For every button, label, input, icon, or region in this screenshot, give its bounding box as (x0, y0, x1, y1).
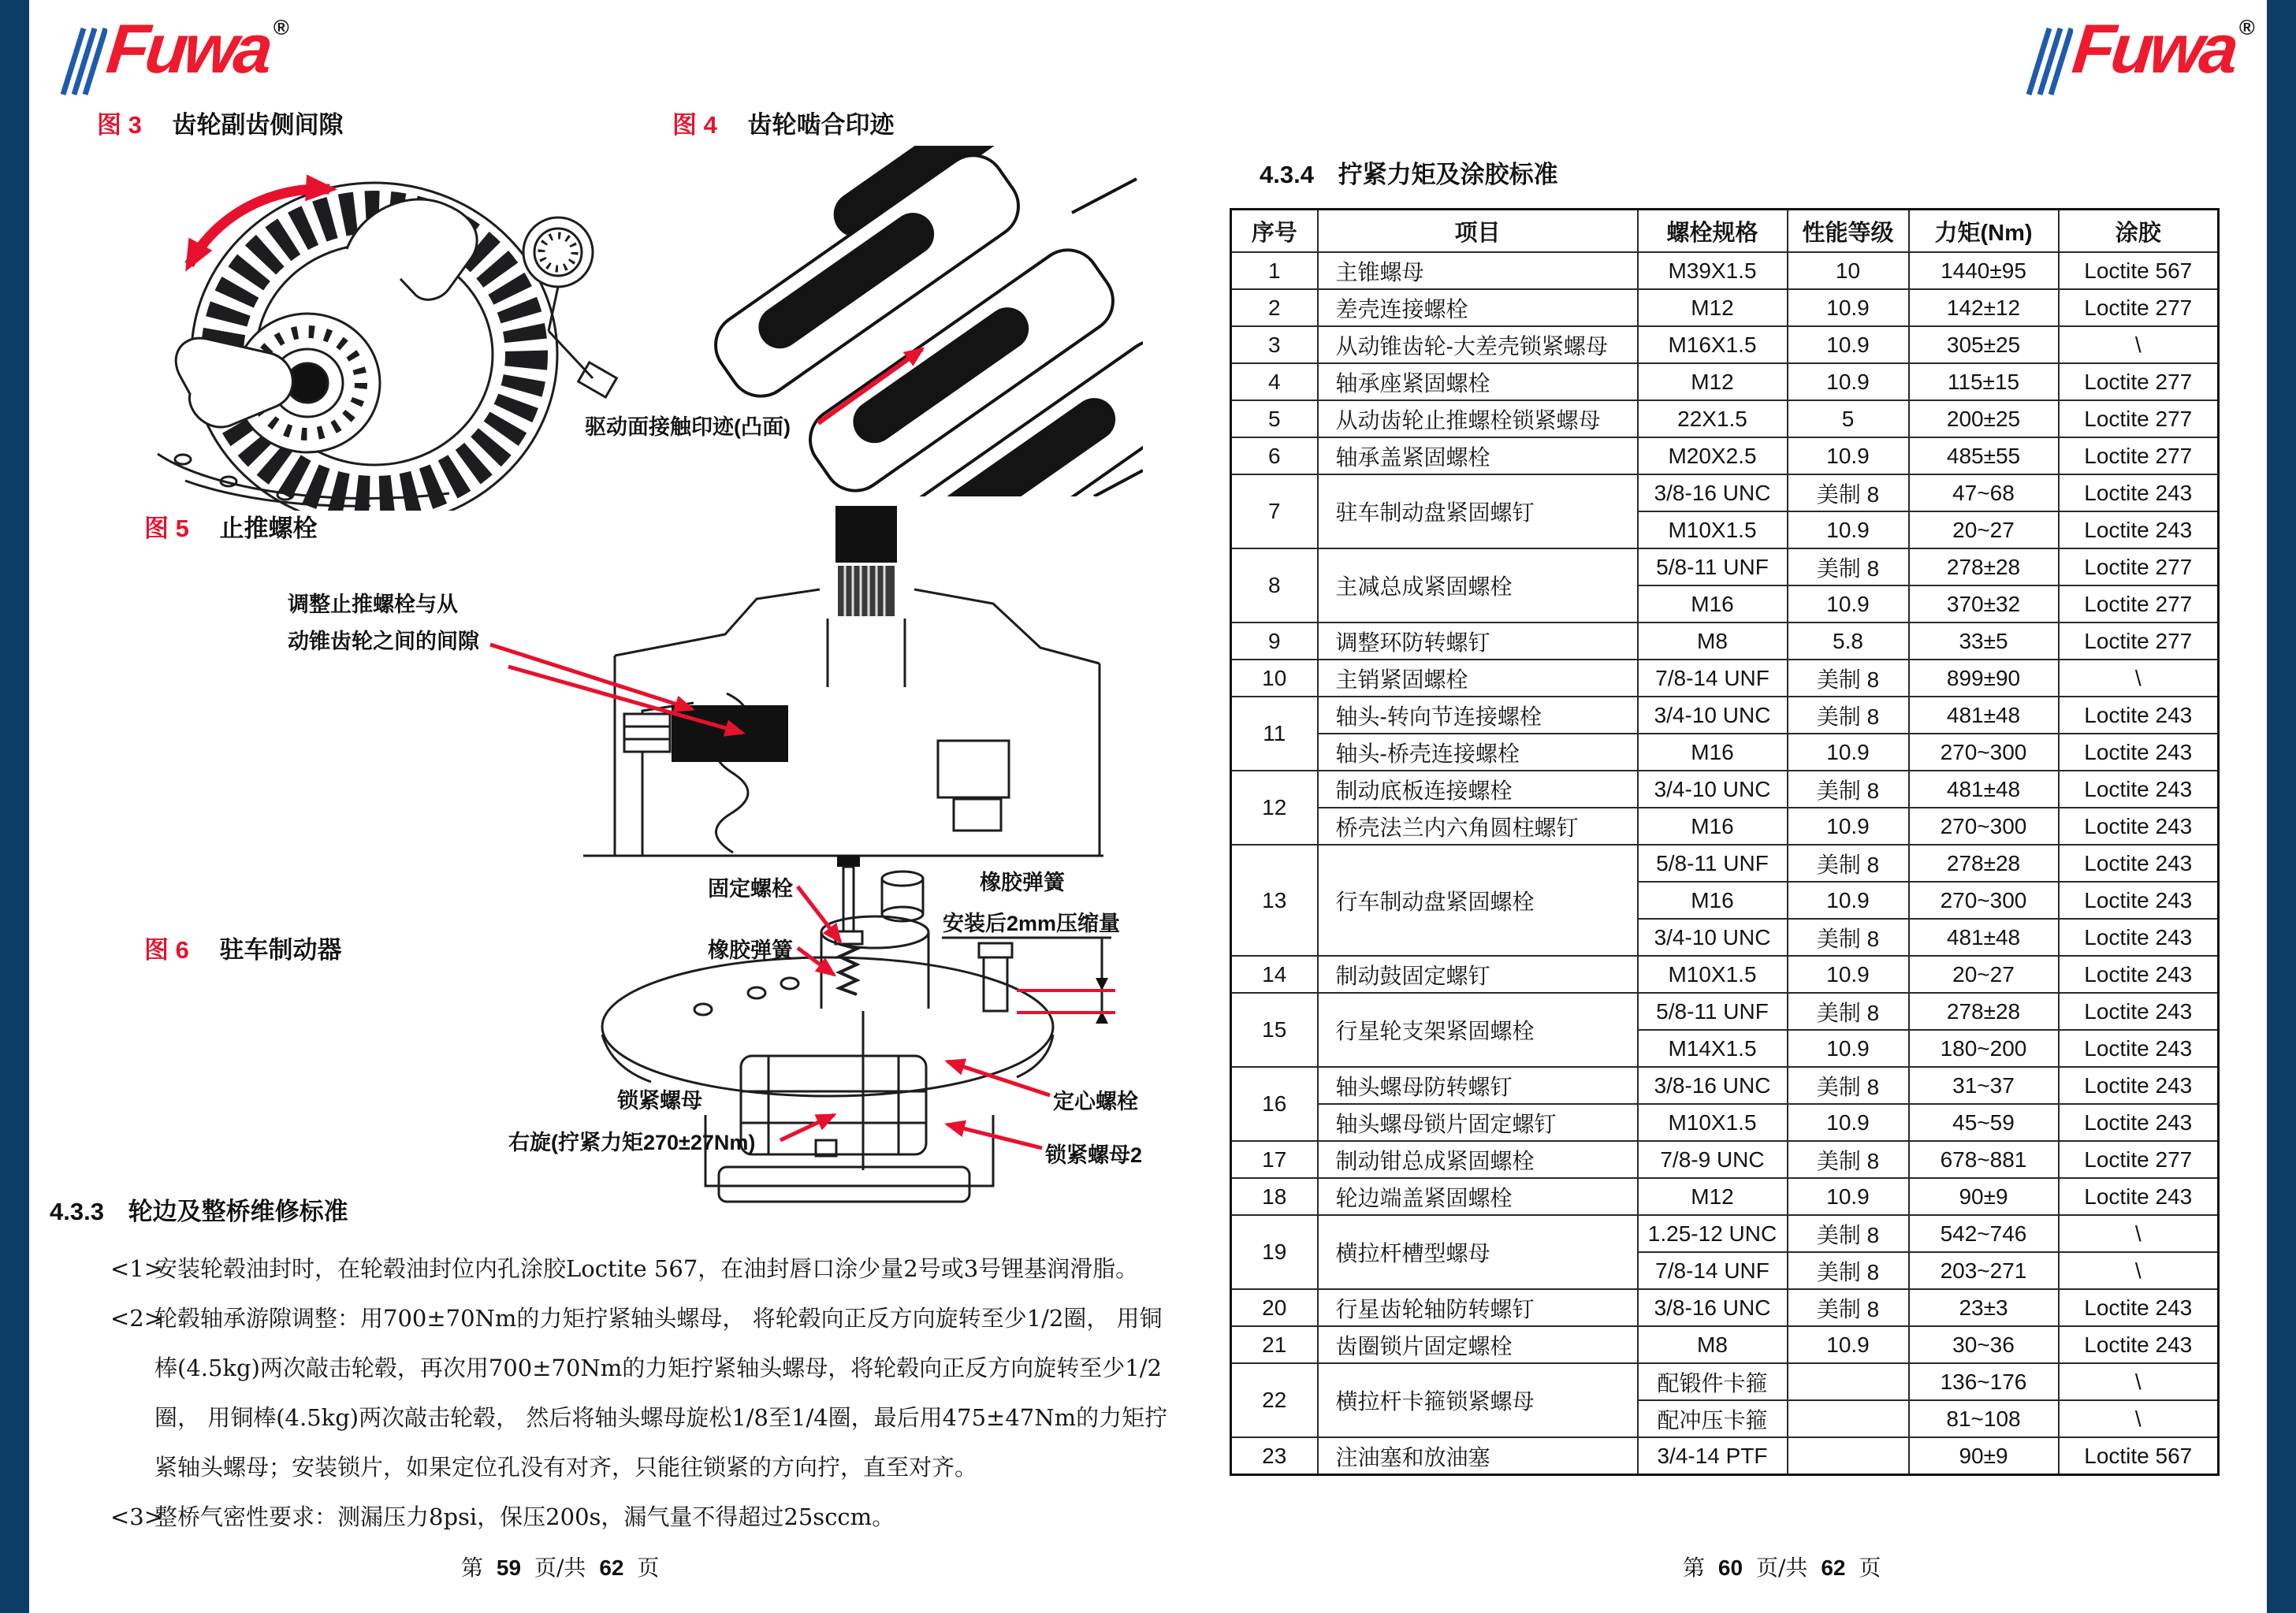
cell-glue: \ (2059, 1215, 2219, 1252)
cell-glue: \ (2059, 660, 2219, 697)
figure3-label (97, 105, 343, 140)
figure3-number: 图 3 (97, 111, 142, 139)
section-434-heading (1260, 154, 1558, 190)
table-row (1231, 252, 2219, 289)
cell-item: 差壳连接螺栓 (1318, 289, 1638, 326)
cell-item: 主锥螺母 (1318, 252, 1638, 289)
cell-torque: 81~108 (1909, 1400, 2059, 1437)
cell-torque: 136~176 (1909, 1363, 2059, 1400)
cell-item: 驻车制动盘紧固螺钉 (1318, 474, 1638, 548)
cell-spec: M8 (1638, 623, 1788, 660)
header-item: 项目 (1318, 210, 1638, 253)
logo-slashes-icon (2022, 24, 2073, 99)
cell-spec: M10X1.5 (1638, 1104, 1788, 1141)
table-row (1231, 1215, 2219, 1252)
cell-item: 轴头-桥壳连接螺栓 (1318, 734, 1638, 771)
cell-spec: 5/8-11 UNF (1638, 993, 1788, 1030)
table-row (1231, 1104, 2219, 1141)
cell-spec: 1.25-12 UNC (1638, 1215, 1788, 1252)
table-row (1231, 734, 2219, 771)
cell-glue: Loctite 277 (2059, 363, 2219, 400)
cell-spec: 7/8-9 UNC (1638, 1141, 1788, 1178)
cell-torque: 278±28 (1909, 993, 2059, 1030)
cell-no: 20 (1231, 1289, 1318, 1326)
figure4-number: 图 4 (672, 111, 717, 139)
figure6-annotation-right-turn: 右旋(拧紧力矩270±27Nm) (508, 1131, 756, 1154)
cell-torque: 31~37 (1909, 1067, 2059, 1104)
figure5-caption: 止推螺栓 (219, 515, 318, 542)
footer-prefix: 第 (461, 1555, 484, 1581)
table-row (1231, 1141, 2219, 1178)
paragraph (110, 1301, 1168, 1500)
cell-glue: Loctite 277 (2059, 585, 2219, 623)
cell-no: 16 (1231, 1067, 1318, 1141)
footer-suffix: 页 (637, 1555, 660, 1581)
cell-torque: 678~881 (1909, 1141, 2059, 1178)
cell-grade: 美制 8 (1788, 771, 1909, 808)
cell-torque: 90±9 (1909, 1178, 2059, 1215)
cell-grade: 美制 8 (1788, 548, 1909, 585)
cell-glue: Loctite 277 (2059, 623, 2219, 660)
cell-glue: Loctite 277 (2059, 400, 2219, 437)
cell-torque: 278±28 (1909, 845, 2059, 882)
cell-torque: 142±12 (1909, 289, 2059, 326)
paragraph-marker: <2> (110, 1305, 164, 1332)
cell-torque: 33±5 (1909, 623, 2059, 660)
cell-no: 13 (1231, 845, 1318, 956)
cell-no: 4 (1231, 363, 1318, 400)
paragraph-line: 圈， 用铜棒(4.5kg)两次敲击轮毂， 然后将轴头螺母旋松1/8至1/4圈，最后用475±47Nm的力矩拧 (154, 1404, 1168, 1431)
table-row (1231, 289, 2219, 326)
table-row (1231, 660, 2219, 697)
cell-grade (1788, 1363, 1909, 1400)
cell-grade: 10.9 (1788, 1178, 1909, 1215)
cell-torque: 899±90 (1909, 660, 2059, 697)
cell-no: 22 (1231, 1363, 1318, 1437)
registered-mark: ® (2238, 16, 2255, 39)
cell-spec: 3/4-14 PTF (1638, 1437, 1788, 1475)
cell-spec: M12 (1638, 363, 1788, 400)
cell-spec: M16X1.5 (1638, 326, 1788, 363)
cell-torque: 90±9 (1909, 1437, 2059, 1475)
cell-torque: 180~200 (1909, 1030, 2059, 1067)
figure6-number: 图 6 (144, 936, 189, 964)
cell-spec: M12 (1638, 289, 1788, 326)
figure6-annotation-centering-bolt: 定心螺栓 (1053, 1090, 1138, 1113)
cell-torque: 270~300 (1909, 734, 2059, 771)
cell-no: 8 (1231, 548, 1318, 623)
cell-spec: M16 (1638, 808, 1788, 845)
section-433-heading (50, 1191, 348, 1227)
figure6-annotation-fixing-bolt: 固定螺栓 (708, 877, 793, 901)
section-434-title: 拧紧力矩及涂胶标准 (1338, 161, 1558, 188)
footer-total-pages: 62 (599, 1555, 624, 1580)
cell-grade (1788, 1400, 1909, 1437)
cell-glue: \ (2059, 326, 2219, 363)
cell-grade: 10.9 (1788, 1104, 1909, 1141)
registered-mark: ® (273, 16, 289, 39)
table-row (1231, 1326, 2219, 1363)
cell-item: 从动锥齿轮-大差壳锁紧螺母 (1318, 326, 1638, 363)
cell-spec: 3/4-10 UNC (1638, 697, 1788, 734)
footer-mid: 页/共 (1755, 1555, 1808, 1581)
table-row (1231, 1437, 2219, 1475)
cell-spec: M10X1.5 (1638, 511, 1788, 548)
cell-grade: 10.9 (1788, 585, 1909, 623)
cell-item: 轴头螺母锁片固定螺钉 (1318, 1104, 1638, 1141)
figure5-thrust-bolt-image (284, 504, 1119, 859)
figure5-pointer-arrow-icon (490, 645, 692, 709)
paragraph-text: 安装轮毂油封时，在轮毂油封位内孔涂胶Loctite 567，在油封唇口涂少量2号或3号锂基润滑脂。 (154, 1255, 1139, 1282)
cell-glue: Loctite 243 (2059, 697, 2219, 734)
cell-no: 14 (1231, 956, 1318, 993)
cell-no: 15 (1231, 993, 1318, 1067)
cell-item: 轴头螺母防转螺钉 (1318, 1067, 1638, 1104)
cell-spec: 3/4-10 UNC (1638, 771, 1788, 808)
table-row (1231, 437, 2219, 474)
cell-spec: 3/8-16 UNC (1638, 1289, 1788, 1326)
figure6-annotation-rubber-spring-right: 橡胶弹簧 (980, 871, 1065, 894)
cell-spec: M20X2.5 (1638, 437, 1788, 474)
torque-table (1230, 208, 2217, 1476)
cell-no: 9 (1231, 623, 1318, 660)
cell-item: 主销紧固螺栓 (1318, 660, 1638, 697)
cell-item: 主减总成紧固螺栓 (1318, 548, 1638, 623)
cell-grade: 10.9 (1788, 437, 1909, 474)
cell-spec: 5/8-11 UNF (1638, 548, 1788, 585)
header-grade: 性能等级 (1788, 210, 1909, 253)
fuwa-logo (57, 9, 289, 99)
cell-glue: \ (2059, 1252, 2219, 1289)
cell-grade: 美制 8 (1788, 993, 1909, 1030)
cell-spec: 3/4-10 UNC (1638, 919, 1788, 956)
header-glue: 涂胶 (2059, 210, 2219, 253)
cell-no: 7 (1231, 474, 1318, 548)
cell-grade: 美制 8 (1788, 1215, 1909, 1252)
cell-item: 轴承盖紧固螺栓 (1318, 437, 1638, 474)
table-row (1231, 1067, 2219, 1104)
cell-item: 制动底板连接螺栓 (1318, 771, 1638, 808)
cell-torque: 481±48 (1909, 919, 2059, 956)
cell-no: 19 (1231, 1215, 1318, 1289)
cell-glue: Loctite 243 (2059, 511, 2219, 548)
table-row (1231, 808, 2219, 845)
cell-glue: Loctite 243 (2059, 771, 2219, 808)
cell-glue: Loctite 243 (2059, 1178, 2219, 1215)
table-row (1231, 326, 2219, 363)
cell-item: 制动鼓固定螺钉 (1318, 956, 1638, 993)
table-row (1231, 1178, 2219, 1215)
paragraph-line (110, 1500, 1135, 1549)
page-footer-left (461, 1551, 659, 1582)
cell-glue: Loctite 277 (2059, 548, 2219, 585)
cell-grade: 美制 8 (1788, 660, 1909, 697)
paragraph-line (110, 1301, 1163, 1351)
footer-suffix: 页 (1859, 1555, 1881, 1581)
cell-item: 行星齿轮轴防转螺钉 (1318, 1289, 1638, 1326)
cell-glue: Loctite 243 (2059, 993, 2219, 1030)
table-row (1231, 1363, 2219, 1400)
cell-torque: 47~68 (1909, 474, 2059, 511)
cell-glue: \ (2059, 1400, 2219, 1437)
figure5-number: 图 5 (144, 515, 189, 542)
cell-grade: 美制 8 (1788, 697, 1909, 734)
cell-grade: 10.9 (1788, 289, 1909, 326)
table-row (1231, 400, 2219, 437)
table-row (1231, 845, 2219, 882)
figure6-caption: 驻车制动器 (219, 936, 342, 964)
cell-glue: Loctite 277 (2059, 437, 2219, 474)
cell-torque: 200±25 (1909, 400, 2059, 437)
cell-glue: Loctite 243 (2059, 882, 2219, 919)
cell-glue: Loctite 243 (2059, 1067, 2219, 1104)
paragraph-line: 棒(4.5kg)两次敲击轮毂，再次用700±70Nm的力矩拧紧轴头螺母，将轮毂向正反方向旋转至少1/2 (154, 1355, 1162, 1381)
cell-spec: 3/8-16 UNC (1638, 1067, 1788, 1104)
cell-glue: Loctite 277 (2059, 289, 2219, 326)
paragraph-marker: <1> (110, 1255, 164, 1282)
cell-item: 轴承座紧固螺栓 (1318, 363, 1638, 400)
section-433-title: 轮边及整桥维修标准 (128, 1198, 348, 1225)
figure4-contact-pattern-image (583, 146, 1143, 496)
table-row (1231, 771, 2219, 808)
cell-torque: 45~59 (1909, 1104, 2059, 1141)
table-row (1231, 993, 2219, 1030)
cell-spec: M16 (1638, 882, 1788, 919)
cell-no: 1 (1231, 252, 1318, 289)
cell-grade: 美制 8 (1788, 1289, 1909, 1326)
cell-spec: 22X1.5 (1638, 400, 1788, 437)
cell-grade: 美制 8 (1788, 919, 1909, 956)
cell-no: 17 (1231, 1141, 1318, 1178)
cell-grade: 5 (1788, 400, 1909, 437)
cell-grade: 10.9 (1788, 882, 1909, 919)
cell-no: 6 (1231, 437, 1318, 474)
table-row (1231, 956, 2219, 993)
cell-item: 横拉杆卡箍锁紧螺母 (1318, 1363, 1638, 1437)
figure4-label (672, 105, 894, 140)
cell-no: 11 (1231, 697, 1318, 771)
paragraph-line (110, 1251, 1139, 1301)
cell-glue: Loctite 243 (2059, 956, 2219, 993)
cell-spec: 7/8-14 UNF (1638, 1252, 1788, 1289)
cell-torque: 485±55 (1909, 437, 2059, 474)
cell-grade (1788, 1437, 1909, 1475)
cell-glue: Loctite 243 (2059, 1030, 2219, 1067)
cell-spec: 配冲压卡箍 (1638, 1400, 1788, 1437)
cell-torque: 481±48 (1909, 697, 2059, 734)
page-footer-right (1683, 1551, 1881, 1582)
cell-no: 12 (1231, 771, 1318, 845)
cell-no: 2 (1231, 289, 1318, 326)
cell-glue: Loctite 243 (2059, 808, 2219, 845)
cell-torque: 1440±95 (1909, 252, 2059, 289)
cell-item: 行星轮支架紧固螺栓 (1318, 993, 1638, 1067)
section-433-number: 4.3.3 (50, 1198, 104, 1225)
cell-glue: Loctite 243 (2059, 845, 2219, 882)
figure4-caption: 齿轮啮合印迹 (747, 111, 895, 139)
cell-grade: 美制 8 (1788, 845, 1909, 882)
cell-item: 制动钳总成紧固螺栓 (1318, 1141, 1638, 1178)
cell-spec: 5/8-11 UNF (1638, 845, 1788, 882)
cell-torque: 278±28 (1909, 548, 2059, 585)
figure6-pointer-arrow-icon (798, 948, 834, 975)
table-row (1231, 1289, 2219, 1326)
footer-prefix: 第 (1683, 1555, 1706, 1581)
cell-item: 齿圈锁片固定螺栓 (1318, 1326, 1638, 1363)
cell-no: 18 (1231, 1178, 1318, 1215)
cell-spec: M8 (1638, 1326, 1788, 1363)
cell-torque: 30~36 (1909, 1326, 2059, 1363)
table-row (1231, 474, 2219, 511)
paragraph (110, 1251, 1139, 1301)
cell-torque: 370±32 (1909, 585, 2059, 623)
table-header-row (1231, 210, 2219, 253)
figure3-gear-backlash-image (110, 140, 623, 511)
left-navy-bar (0, 0, 29, 1613)
section-434-number: 4.3.4 (1260, 161, 1314, 188)
table-row (1231, 623, 2219, 660)
cell-grade: 10.9 (1788, 363, 1909, 400)
cell-torque: 270~300 (1909, 882, 2059, 919)
logo-text: Fuwa (102, 9, 274, 87)
cell-no: 10 (1231, 660, 1318, 697)
figure6-annotation-lock-nut2: 锁紧螺母2 (1045, 1143, 1143, 1167)
cell-grade: 10.9 (1788, 326, 1909, 363)
cell-grade: 美制 8 (1788, 1252, 1909, 1289)
figure4-annotation: 驱动面接触印迹(凸面) (585, 415, 791, 439)
figure6-pointer-arrow-icon (947, 1124, 1042, 1148)
fuwa-logo (2022, 9, 2255, 99)
cell-torque: 270~300 (1909, 808, 2059, 845)
cell-torque: 481±48 (1909, 771, 2059, 808)
figure6-annotation-lock-nut: 锁紧螺母 (617, 1089, 702, 1113)
cell-grade: 5.8 (1788, 623, 1909, 660)
right-navy-bar (2267, 0, 2296, 1613)
cell-item: 横拉杆槽型螺母 (1318, 1215, 1638, 1289)
cell-spec: M10X1.5 (1638, 956, 1788, 993)
header-no: 序号 (1231, 210, 1318, 253)
paragraph (110, 1500, 1135, 1549)
cell-item: 行车制动盘紧固螺栓 (1318, 845, 1638, 956)
cell-grade: 10.9 (1788, 734, 1909, 771)
cell-spec: M16 (1638, 585, 1788, 623)
logo-text: Fuwa (2068, 9, 2239, 87)
cell-torque: 115±15 (1909, 363, 2059, 400)
cell-no: 23 (1231, 1437, 1318, 1475)
cell-item: 从动齿轮止推螺栓锁紧螺母 (1318, 400, 1638, 437)
header-spec: 螺栓规格 (1638, 210, 1788, 253)
cell-grade: 美制 8 (1788, 1067, 1909, 1104)
cell-no: 3 (1231, 326, 1318, 363)
figure6-pointer-arrow-icon (798, 886, 840, 942)
cell-torque: 542~746 (1909, 1215, 2059, 1252)
cell-grade: 10.9 (1788, 956, 1909, 993)
header-torque: 力矩(Nm) (1909, 210, 2059, 253)
cell-no: 5 (1231, 400, 1318, 437)
cell-torque: 20~27 (1909, 956, 2059, 993)
cell-grade: 10.9 (1788, 1030, 1909, 1067)
cell-torque: 23±3 (1909, 1289, 2059, 1326)
cell-grade: 美制 8 (1788, 474, 1909, 511)
figure5-annotation-line2: 动锥齿轮之间的间隙 (288, 630, 479, 653)
paragraph-line: 紧轴头螺母；安装锁片，如果定位孔没有对齐，只能往锁紧的方向拧，直至对齐。 (154, 1454, 978, 1481)
figure6-pointer-arrow-icon (780, 1115, 834, 1140)
cell-glue: \ (2059, 1363, 2219, 1400)
cell-grade: 10 (1788, 252, 1909, 289)
figure6-annotation-rubber-spring-left: 橡胶弹簧 (708, 938, 793, 962)
cell-spec: M12 (1638, 1178, 1788, 1215)
cell-grade: 10.9 (1788, 808, 1909, 845)
cell-glue: Loctite 277 (2059, 1141, 2219, 1178)
cell-no: 21 (1231, 1326, 1318, 1363)
table-row (1231, 363, 2219, 400)
cell-grade: 美制 8 (1788, 1141, 1909, 1178)
cell-torque: 305±25 (1909, 326, 2059, 363)
cell-item: 桥壳法兰内六角圆柱螺钉 (1318, 808, 1638, 845)
cell-spec: 配锻件卡箍 (1638, 1363, 1788, 1400)
figure3-caption: 齿轮副齿侧间隙 (172, 111, 344, 139)
cell-spec: M16 (1638, 734, 1788, 771)
footer-page-number: 59 (496, 1555, 522, 1580)
cell-item: 调整环防转螺钉 (1318, 623, 1638, 660)
cell-glue: Loctite 567 (2059, 1437, 2219, 1475)
cell-torque: 203~271 (1909, 1252, 2059, 1289)
cell-glue: Loctite 243 (2059, 1326, 2219, 1363)
cell-glue: Loctite 243 (2059, 1289, 2219, 1326)
cell-item: 轴头-转向节连接螺栓 (1318, 697, 1638, 734)
cell-spec: M14X1.5 (1638, 1030, 1788, 1067)
figure6-label (144, 930, 341, 965)
cell-glue: Loctite 243 (2059, 1104, 2219, 1141)
footer-total-pages: 62 (1821, 1555, 1846, 1580)
paragraph-text: 整桥气密性要求：测漏压力8psi，保压200s，漏气量不得超过25sccm。 (154, 1503, 895, 1530)
cell-glue: Loctite 243 (2059, 734, 2219, 771)
cell-spec: M39X1.5 (1638, 252, 1788, 289)
logo-slashes-icon (57, 24, 107, 99)
cell-torque: 20~27 (1909, 511, 2059, 548)
cell-glue: Loctite 243 (2059, 474, 2219, 511)
footer-mid: 页/共 (534, 1555, 586, 1581)
cell-spec: 7/8-14 UNF (1638, 660, 1788, 697)
table-row (1231, 697, 2219, 734)
cell-item: 注油塞和放油塞 (1318, 1437, 1638, 1475)
table-row (1231, 548, 2219, 585)
figure5-annotation-line1: 调整止推螺栓与从 (288, 593, 458, 616)
cell-grade: 10.9 (1788, 511, 1909, 548)
cell-spec: 3/8-16 UNC (1638, 474, 1788, 511)
cell-glue: Loctite 567 (2059, 252, 2219, 289)
paragraph-marker: <3> (110, 1503, 164, 1530)
cell-grade: 10.9 (1788, 1326, 1909, 1363)
cell-glue: Loctite 243 (2059, 919, 2219, 956)
footer-page-number: 60 (1717, 1555, 1743, 1580)
figure6-annotation-compression: 安装后2mm压缩量 (943, 912, 1121, 935)
cell-item: 轮边端盖紧固螺栓 (1318, 1178, 1638, 1215)
paragraph-text: 轮毂轴承游隙调整：用700±70Nm的力矩拧紧轴头螺母， 将轮毂向正反方向旋转至少1/2圈， 用铜 (154, 1305, 1163, 1332)
